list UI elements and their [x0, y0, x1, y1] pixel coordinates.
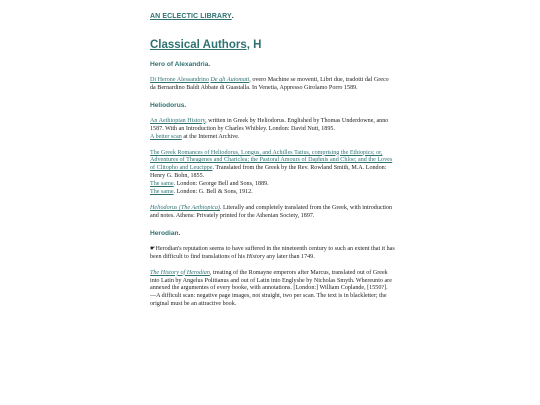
entry-text-history-herodian: , treating of the Romayne emperors after Marcus, translated out of Greek into Latin by Angelus Politianus and out of Latin into Englyshe by Nicholas Smyth. Whereunto are annexed the argumentes of every booke, with annotations. [London:] William Coplande, [1550?]. —A difficult scan: negative page images, not straight, two per scan. The text is in blackletter; the original must be an attractive book.: [150, 269, 392, 308]
entry-aethiopica: [150, 205, 395, 221]
entry-greek-romances: [150, 150, 395, 197]
entry-text-herodian-note: ☛Herodian's reputation seems to have suffered in the nineteenth century to such an extent that it has been difficult to find translations of his: [150, 245, 395, 260]
entry-link-history-herodian[interactable]: The History of Herodian: [150, 269, 210, 276]
entry-link-better-scan[interactable]: A better scan: [150, 133, 182, 140]
entry-text-same-1889: . London: George Bell and Sons, 1889.: [173, 181, 269, 188]
entry-link-aethiopian-history[interactable]: An Aethiopian History: [150, 117, 206, 124]
entry-aethiopian-history: [150, 118, 395, 142]
entry-link-automati[interactable]: De gli Automati: [210, 77, 250, 83]
site-home-link[interactable]: AN ECLECTIC LIBRARY: [150, 13, 232, 20]
entry-hero-automati: [150, 77, 395, 93]
entry-herodian-note: [150, 246, 395, 262]
entry-link-same-1889[interactable]: The same: [150, 181, 174, 188]
site-dot: .: [231, 13, 234, 20]
entry-link-aethiopica[interactable]: Heliodorus (The Aethiopica): [150, 204, 220, 211]
entry-link-same-1912[interactable]: The same: [150, 189, 174, 196]
page-title-link[interactable]: Classical Authors: [150, 39, 247, 51]
entry-text-hero: , overo Machine se moventi, Libri due, tradotti dal Greco da Bernardino Baldi Abbate di Guastalla. In Venetia, Appresso Girolamo Porro 1589.: [150, 77, 389, 91]
entry-text-herodian-note-end: any later than 1749.: [264, 253, 315, 260]
entry-text-aethiopian-history: , written in Greek by Heliodorus. Englished by Thomas Underdowne, anno 1587. With an Introduction by Charles Whibley. London: David Nutt, 1895.: [150, 117, 389, 132]
entry-text-aethiopica: . Literally and completely translated from the Greek, with introduction and notes. Athens: Privately printed for the Athenian Society, 1897.: [150, 204, 393, 219]
section-heading-heliodorus: Heliodorus.: [150, 101, 187, 109]
site-header: [150, 10, 395, 21]
entry-ital-history: History: [246, 253, 265, 260]
section-heading-hero: Hero of Alexandria.: [150, 61, 211, 68]
entry-history-herodian: [150, 270, 395, 310]
page-title: [150, 39, 395, 51]
entry-text-greek-romances: . Translated from the Greek by the Rev. Rowland Smith, M.A. London: Henry G. Bohn, 1855.: [150, 165, 387, 180]
entry-link-herone[interactable]: Di Herone Alessandrino: [150, 77, 209, 83]
page-title-suffix: , H: [246, 39, 262, 51]
entry-text-better-scan: at the Internet Archive.: [181, 133, 240, 140]
entry-text-same-1912: . London: G. Bell & Sons, 1912.: [173, 189, 253, 196]
content-column: [150, 10, 395, 309]
section-heading-herodian: Herodian.: [150, 229, 181, 237]
entry-link-greek-romances[interactable]: The Greek Romances of Heliodorus, Longus, and Achilles Tatius, comprising the Ethiopics; or, Adventures of Theagenes and Chariclea; the Pastoral Amours of Daphnis and Chloe; and the Loves of Clitopho and Leucippe: [150, 149, 393, 172]
